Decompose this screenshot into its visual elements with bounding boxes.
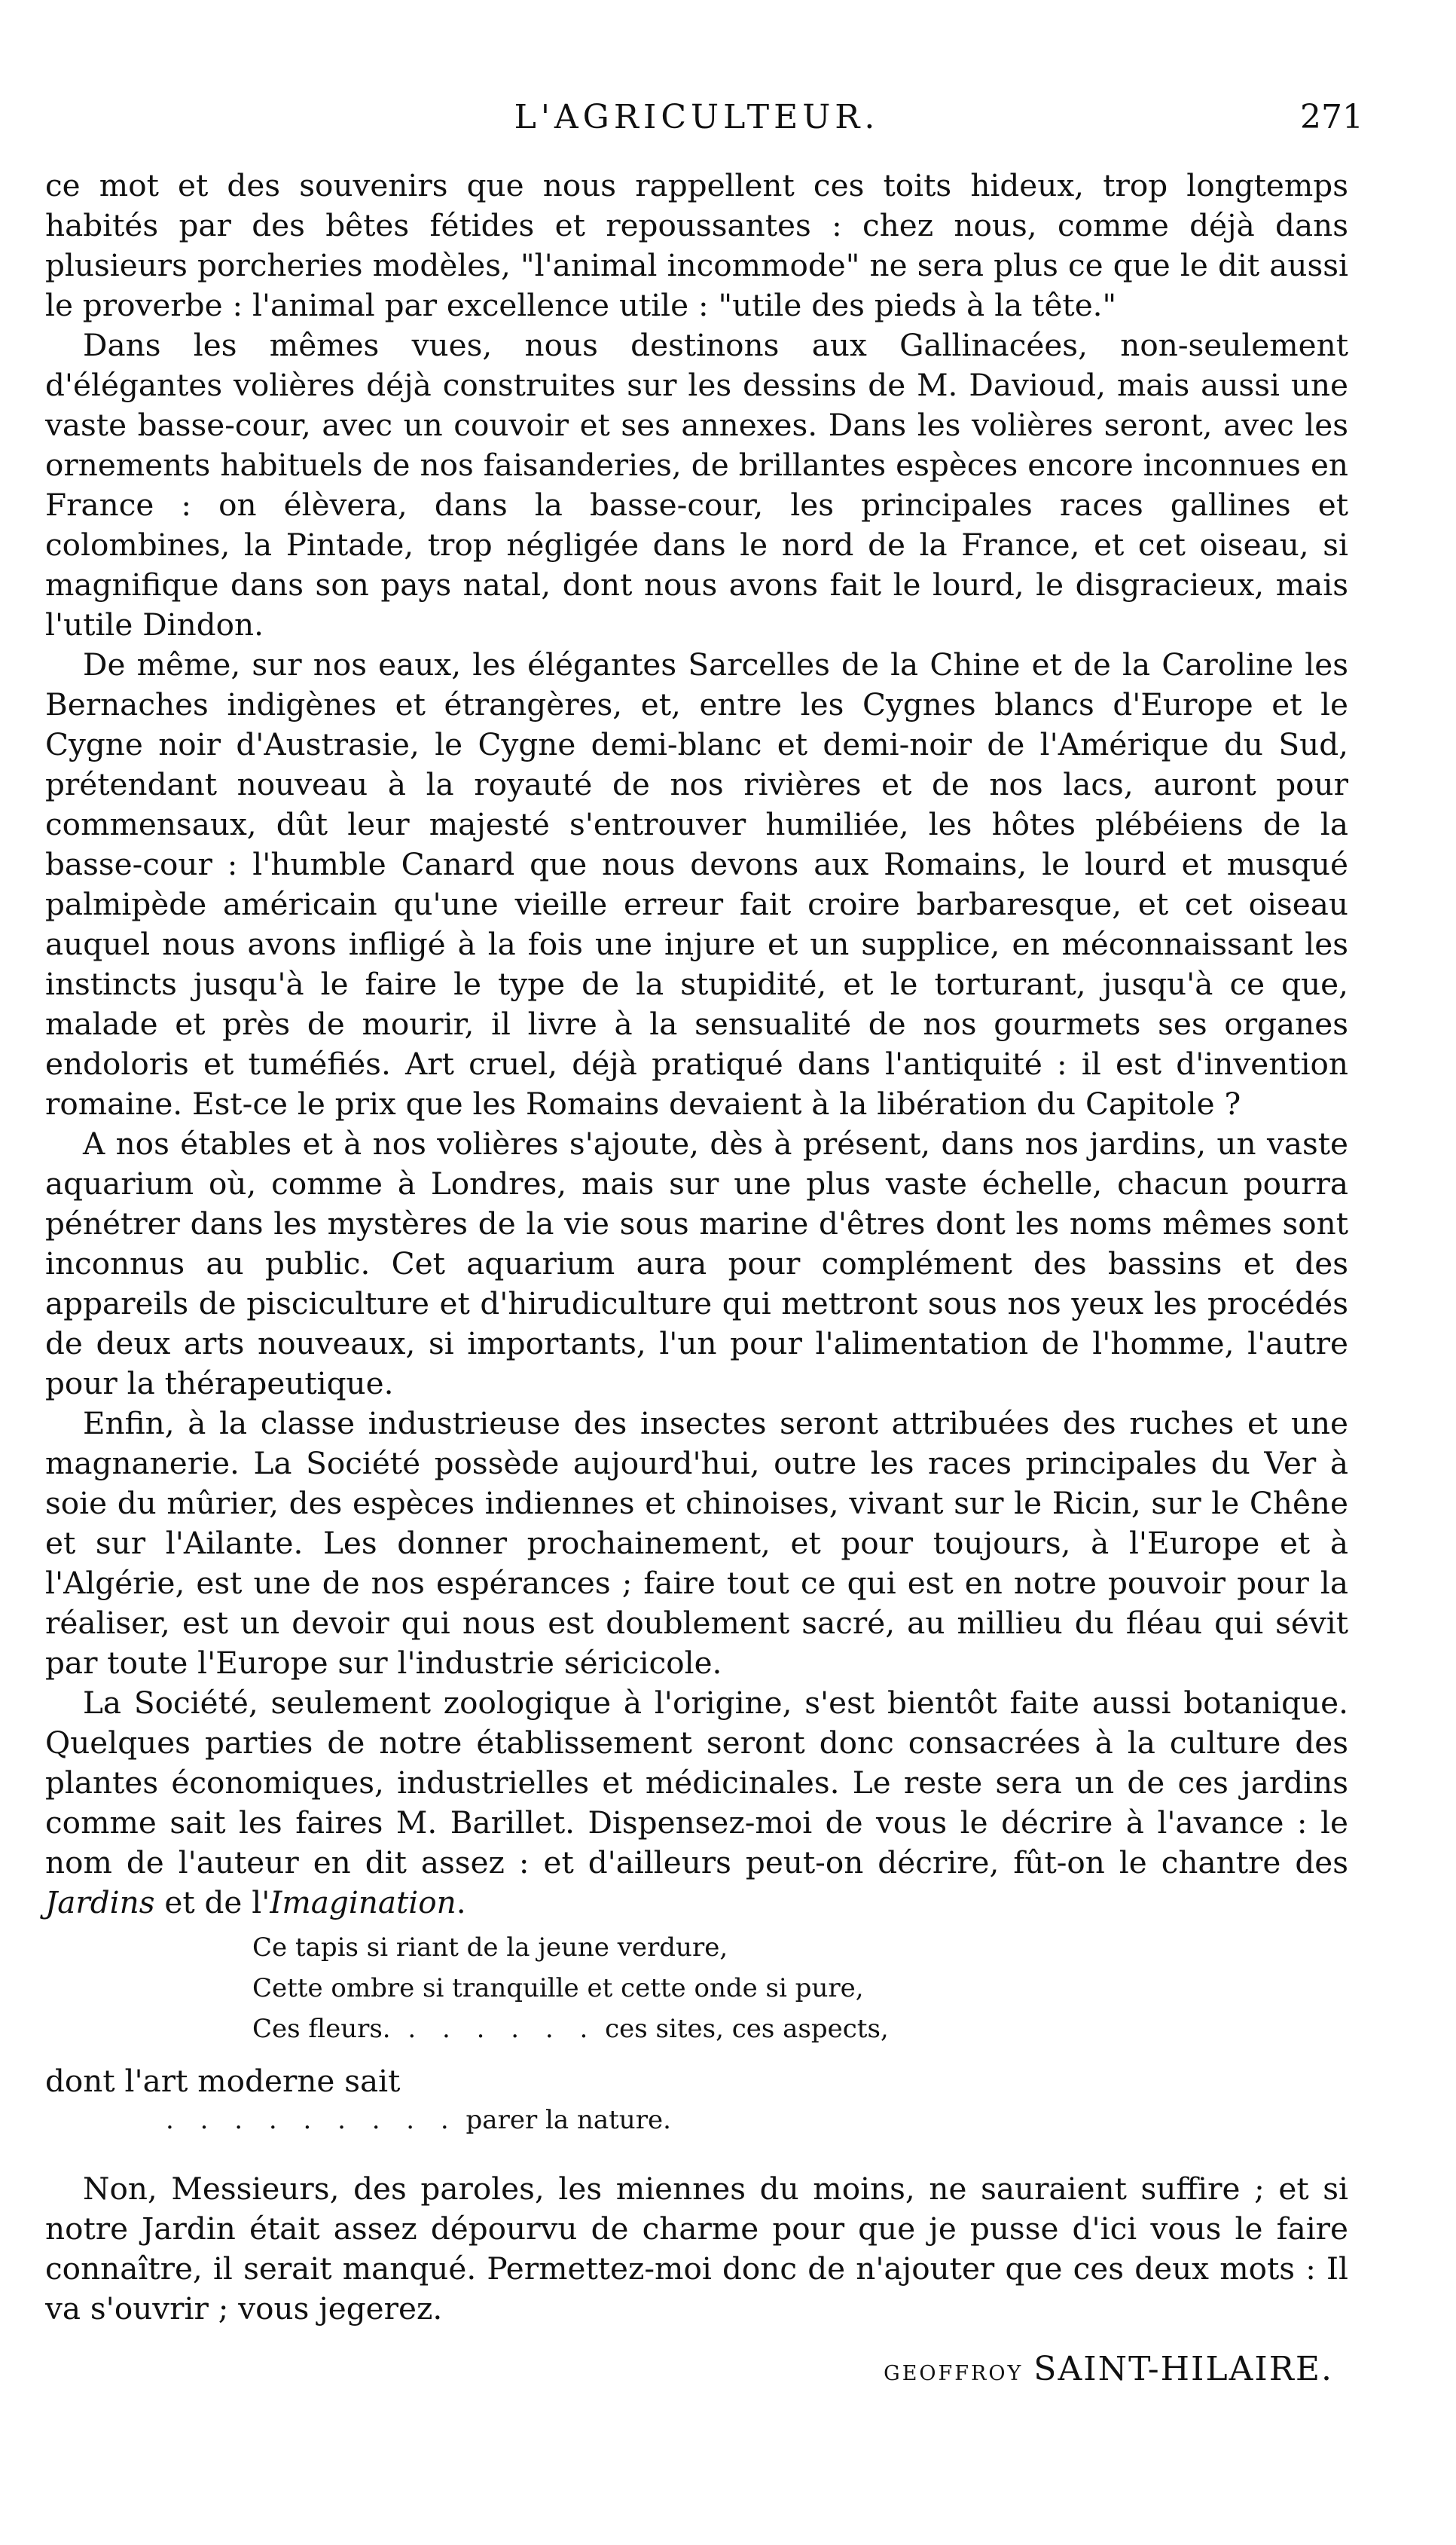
- ellipsis-dots: . . . . . . . . .: [166, 2105, 458, 2135]
- verse-line-end: ces sites, ces aspects,: [597, 2014, 889, 2044]
- paragraph-botanique-end: .: [456, 1884, 466, 1920]
- after-verse-line-end: parer la nature.: [457, 2105, 671, 2135]
- verse-quotation: [252, 1927, 1348, 2049]
- paragraph-botanique-text: La Société, seulement zoologique à l'origine, s'est bientôt faite aussi botanique. Quelques parties de notre établissement seront donc consacrées à la culture des plantes économiques, industrielles et médicinales. Le reste sera un de ces jardins comme sait les faires M. Barillet. Dispensez-moi de vous le décrire à l'avance : le nom de l'auteur en dit assez : et d'ailleurs peut-on décrire, fût-on le chantre des: [45, 1685, 1348, 1880]
- after-verse-line: dont l'art moderne sait: [45, 2063, 401, 2099]
- verse-line: [252, 2009, 1348, 2049]
- after-verse-text: [45, 2061, 1348, 2139]
- signature-first-name: GEOFFROY: [884, 2362, 1024, 2385]
- paragraph-insectes: Enfin, à la classe industrieuse des insectes seront attribuées des ruches et une magnanerie. La Société possède aujourd'hui, outre les races principales du Ver à soie du mûrier, des espèces indiennes et chinoises, vivant sur le Ricin, sur le Chêne et sur l'Ailante. Les donner prochainement, et pour toujours, à l'Europe et à l'Algérie, est une de nos espérances ; faire tout ce qui est en notre pouvoir pour la réaliser, est un devoir qui nous est doublement sacré, au millieu du fléau qui sévit par toute l'Europe sur l'industrie séricicole.: [45, 1405, 1348, 1681]
- body-text: [45, 166, 1348, 1923]
- verse-line: Cette ombre si tranquille et cette onde si pure,: [252, 1973, 864, 2003]
- page-number: 271: [1300, 98, 1363, 136]
- page-header: [45, 90, 1363, 143]
- after-verse-line: [166, 2101, 1348, 2139]
- closing-text: [45, 2169, 1348, 2329]
- title-connector: et de l': [154, 1884, 270, 1920]
- verse-line: Ce tapis si riant de la jeune verdure,: [252, 1932, 728, 1963]
- paragraph-botanique: [45, 1683, 1348, 1923]
- title-jardins: Jardins: [45, 1884, 155, 1920]
- paragraph-gallinacees: Dans les mêmes vues, nous destinons aux Gallinacées, non-seulement d'élégantes volières déjà construites sur les dessins de M. Davioud, mais aussi une vaste basse-cour, avec un couvoir et ses annexes. Dans les volières seront, avec les ornements habituels de nos faisanderies, de brillantes espèces encore inconnues en France : on élèvera, dans la basse-cour, les principales races gallines et colombines, la Pintade, trop négligée dans le nord de la France, et cet oiseau, si magnifique dans son pays natal, dont nous avons fait le lourd, le disgracieux, mais l'utile Dindon.: [45, 327, 1348, 643]
- document-page: [45, 90, 1363, 2388]
- running-title: L'AGRICULTEUR.: [514, 98, 880, 136]
- ellipsis-dots: . . . . . .: [390, 2014, 597, 2044]
- paragraph-porcheries: ce mot et des souvenirs que nous rappellent ces toits hideux, trop longtemps habités par des bêtes fétides et repoussantes : chez nous, comme déjà dans plusieurs porcheries modèles, "l'animal incommode" ne sera plus ce que le dit aussi le proverbe : l'animal par excellence utile : "utile des pieds à la tête.": [45, 167, 1348, 323]
- signature-last-name: SAINT-HILAIRE.: [1033, 2350, 1333, 2388]
- signature: [45, 2350, 1348, 2388]
- verse-line-start: Ces fleurs.: [252, 2014, 391, 2044]
- paragraph-aquarium: A nos étables et à nos volières s'ajoute, dès à présent, dans nos jardins, un vaste aquarium où, comme à Londres, mais sur une plus vaste échelle, chacun pourra pénétrer dans les mystères de la vie sous marine d'êtres dont les noms mêmes sont inconnus au public. Cet aquarium aura pour complément des bassins et des appareils de pisciculture et d'hirudiculture qui mettront sous nos yeux les procédés de deux arts nouveaux, si importants, l'un pour l'alimentation de l'homme, l'autre pour la thérapeutique.: [45, 1126, 1348, 1401]
- paragraph-closing: Non, Messieurs, des paroles, les miennes du moins, ne sauraient suffire ; et si notre Jardin était assez dépourvu de charme pour que je pusse d'ici vous le faire connaître, il serait manqué. Permettez-moi donc de n'ajouter que ces deux mots : Il va s'ouvrir ; vous jegerez.: [45, 2171, 1348, 2327]
- title-imagination: Imagination: [270, 1884, 456, 1920]
- paragraph-sarcelles: De même, sur nos eaux, les élégantes Sarcelles de la Chine et de la Caroline les Bernaches indigènes et étrangères, et, entre les Cygnes blancs d'Europe et le Cygne noir d'Austrasie, le Cygne demi-blanc et demi-noir de l'Amérique du Sud, prétendant nouveau à la royauté de nos rivières et de nos lacs, auront pour commensaux, dût leur majesté s'entrouver humiliée, les hôtes plébéiens de la basse-cour : l'humble Canard que nous devons aux Romains, le lourd et musqué palmipède américain qu'une vieille erreur fait croire barbaresque, et cet oiseau auquel nous avons infligé à la fois une injure et un supplice, en méconnaissant les instincts jusqu'à le faire le type de la stupidité, et le torturant, jusqu'à ce que, malade et près de mourir, il livre à la sensualité de nos gourmets ses organes endoloris et tuméfiés. Art cruel, déjà pratiqué dans l'antiquité : il est d'invention romaine. Est-ce le prix que les Romains devaient à la libération du Capitole ?: [45, 646, 1348, 1122]
